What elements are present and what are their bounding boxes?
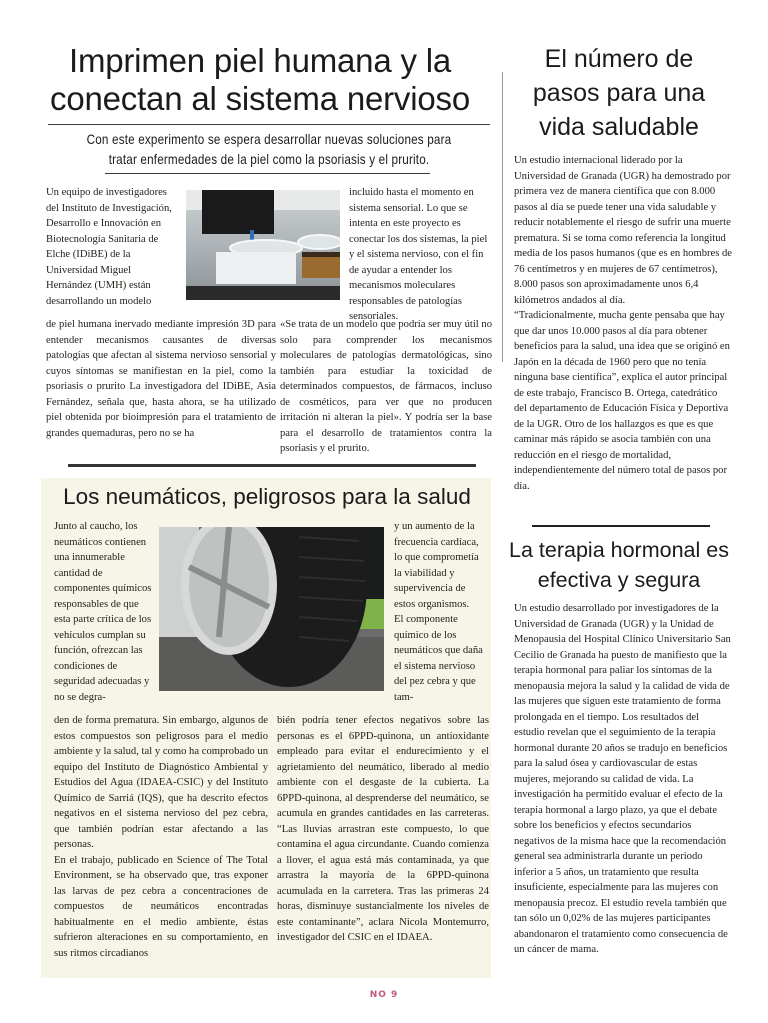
article-title-hormone: La terapia hormonal es efectiva y segura (509, 538, 729, 592)
article-title-tires: Los neumáticos, peligrosos para la salud (63, 484, 471, 509)
article-tires-col1-p2: En el trabajo, publicado en Science of The Total Environment, se ha observado que, tras exponer las larvas de pez cebra a concentraciones de compuestos de neumáticos encontradas habitualmente en el medio ambiente, éstas sufrieron alteraciones en su comportamiento, en sus ritmos circadianos (54, 854, 268, 959)
article-steps-body (514, 153, 732, 494)
article-tires-col1-p1: den de forma prematura. Sin embargo, algunos de estos compuestos son peligrosos para el medio ambiente y la salud, tal y como ha comprobado un equipo del Instituto de Diagnóstico Ambiental y Estudios del Agua (IDAEA-CSIC) y del Instituto Químico de Sarriá (IQS), que ha descrito efectos negativos en el sistema nervioso del pez cebra, que también podrían estar afectando a las personas. (54, 715, 268, 850)
article-skin-text-col1-bottom: de piel humana inervado mediante impresión 3D para entender mecanismos causantes de diversas patologías que afectan al sistema nervioso sensorial y cuyos síntomas se manifiestan en la piel, como la psoriasis o prurito La investigadora del IDiBE, Asia Fernández, señala que, hasta ahora, se ha utilizado piel obtenida por bioimpresión para el tratamiento de grandes quemaduras, pero no se ha (46, 319, 276, 439)
article-end-rule (68, 464, 476, 467)
article-tires-text-col2-bottom: bién podría tener efectos negativos sobre las personas es el 6PPD-quinona, un antioxidante empleado para evitar el endurecimiento y el agrietamiento del neumático, liberado al medio ambiente con el desgaste de la cubierta. La 6PPD-quinona, al desprenderse del neumático, se acumula en grandes cantidades en las carreteras. “Las lluvias arrastran este compuesto, lo que contamina el agua circundante. Cuando comienza a llover, el agua está más contaminada, ya que arrastra la mayoría de la 6PPD-quinona acumulada en la carretera. Tras las primeras 24 horas, disminuye sustancialmente los niveles de este contaminante”, aclara Nicola Montemurro, investigador del CSIC en el IDAEA. (277, 715, 489, 943)
article-skin-text-col2-top: incluido hasta el momento en sistema sensorial. Lo que se intenta en este proyecto es conectar los dos sistemas, la piel y el sistema nervioso, con el fin de ayudar a entender los mecanismos moleculares responsables de patologías sensoriales. (349, 187, 488, 322)
page-number: NO 9 (369, 990, 399, 1000)
article-tires-text-col3-top (394, 519, 489, 705)
bioprinter-illustration (186, 190, 340, 300)
article-skin-text-col2-bottom: «Se trata de un modelo que podría ser muy útil no solo para comprender los mecanismos moleculares de patologías dermatológicas, sino también para estudiar la toxicidad de determinados compuestos, de fármacos, incluso de cosméticos, para ver que no producen irritación ni alteran la piel». Y podría ser la base para el desarrollo de tratamientos contra la psoriasis y el prurito. (280, 319, 492, 454)
column-divider (502, 72, 503, 362)
article-tires-text-col1-top: Junto al caucho, los neumáticos contienen una innumerable cantidad de componentes químicos responsables de que esta parte crítica de los vehículos cumplan su función, ofrezcan las condiciones de seguridad adecuadas y no se degra- (54, 521, 152, 703)
article-tires-col3-p1: y un aumento de la frecuencia cardíaca, lo que comprometía la viabilidad y supervivencia de estos organismos. (394, 521, 479, 610)
hormone-title-rule (532, 525, 710, 527)
subtitle-rule-top (48, 124, 490, 125)
article-hormone-body: Un estudio desarrollado por investigadores de la Universidad de Granada (UGR) y la Unidad de Menopausia del Hospital Clínico Universitario San Cecilio de Granada ha puesto de manifiesto que la terapia hormonal para paliar los síntomas de la menopausia mejora la salud y la calidad de vida de las mujeres que siguen este tratamiento de forma prolongada en el tiempo. Los resultados del estudio revelan que el seguimiento de la terapia hormonal durante 20 años se tradujo en beneficios para la salud ósea y cardiovascular de estas mujeres, mejorando su calidad de vida. La investigación ha permitido evaluar el efecto de la terapia hormonal a largo plazo, ya que el debate sobre los beneficios y efectos secundarios negativos de la misma hace que la recomendación general sea administrarla durante un periodo inferior a 5 años, un tratamiento que resulta insuficiente, especialmente para las mujeres con menopausia precoz. El estudio revela también que tan sólo un 0,02% de las mujeres participantes abandonaron el tratamiento como consecuencia de un cáncer de mama. (514, 603, 731, 955)
tire-illustration (159, 527, 384, 691)
article-steps-p1: Un estudio internacional liderado por la Universidad de Granada (UGR) ha demostrado por primera vez de manera científica que con 8.000 pasos al día se puede tener una vida saludable y reducir notablemente el riesgo de sufrir una muerte prematura. Si se toma como referencia la longitud media de los pasos humanos (que es en hombres de 76 centímetros y en mujeres de 67 centímetros), 8.000 pasos son aproximadamente unos 6,4 kilómetros andados al día. (514, 155, 733, 306)
bioprinter-photo (186, 190, 340, 300)
subtitle-rule-bottom (105, 173, 430, 174)
article-tires-text-col1-bottom (54, 713, 268, 961)
article-title-steps: El número de pasos para una vida saludable (532, 45, 706, 141)
tire-photo (159, 527, 384, 691)
article-title-skin: Imprimen piel humana y la conectan al sistema nervioso (50, 42, 470, 117)
article-tires-col3-p2: El componente químico de los neumáticos que daña el sistema nervioso del pez cebra y que tam- (394, 614, 483, 703)
article-subtitle-skin: Con este experimento se espera desarrollar nuevas soluciones para tratar enfermedades de la piel como la psoriasis y el prurito. (86, 132, 452, 167)
article-skin-text-col1-top: Un equipo de investigadores del Instituto de Investigación, Desarrollo e Innovación en Biotecnología Sanitaria de Elche (IDiBE) de la Universidad Miguel Hernández (UMH) están desarrollando un modelo (46, 187, 172, 307)
article-steps-p2: “Tradicionalmente, mucha gente pensaba que hay que dar unos 10.000 pasos al día para obtener beneficios para la salud, una idea que se originó en Japón en la década de 1960 pero que no tenía ninguna base científica”, explica el autor principal de este trabajo, Francisco B. Ortega, catedrático del departamento de Educación Física y Deportiva de la UGR. Otro de los hallazgos es que es que caminar más rápido se asocia también con una reducción en el riesgo de mortalidad, independientemente del número total de pasos por día. (514, 310, 730, 492)
